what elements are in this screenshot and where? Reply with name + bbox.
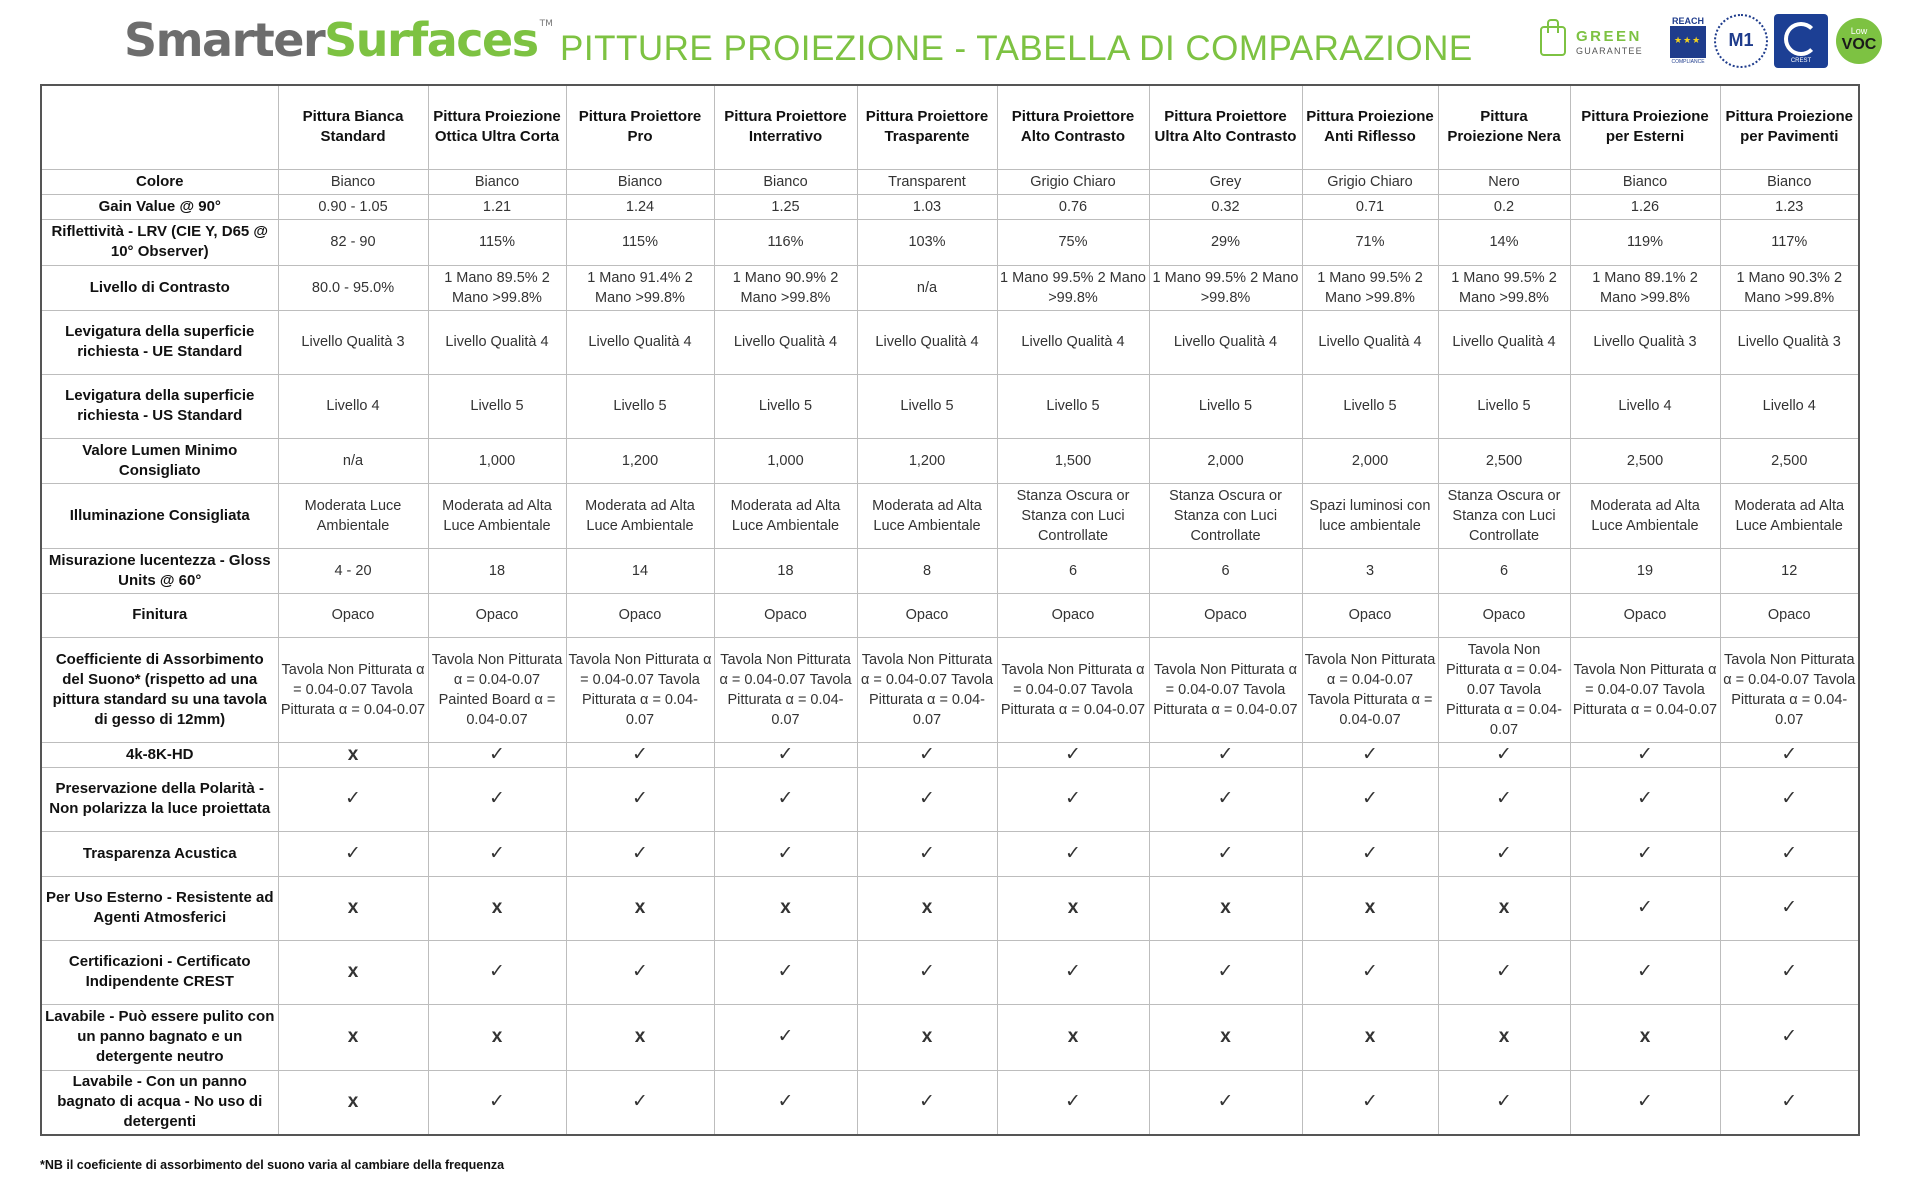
table-cell: 1,000 (428, 438, 566, 483)
check-icon: ✓ (997, 940, 1149, 1004)
table-cell: 119% (1570, 219, 1720, 265)
cross-icon: x (1149, 876, 1302, 940)
green-guarantee-badge: GREEN GUARANTEE (1540, 22, 1660, 62)
check-icon: ✓ (1570, 831, 1720, 876)
column-header: Pittura Proiettore Ultra Alto Contrasto (1149, 85, 1302, 169)
table-cell: Bianco (278, 169, 428, 194)
table-cell: Stanza Oscura or Stanza con Luci Controllate (1149, 483, 1302, 548)
check-icon: ✓ (428, 1070, 566, 1135)
table-cell: 1,200 (566, 438, 714, 483)
table-cell: Moderata ad Alta Luce Ambientale (857, 483, 997, 548)
table-cell: 115% (566, 219, 714, 265)
column-header: Pittura Proiettore Alto Contrasto (997, 85, 1149, 169)
m1-emission-badge: M1 (1714, 14, 1768, 68)
table-cell: Grigio Chiaro (1302, 169, 1438, 194)
corner-cell (41, 85, 278, 169)
row-label: Illuminazione Consigliata (41, 483, 278, 548)
table-row (41, 876, 1859, 940)
table-cell: Livello Qualità 4 (1149, 310, 1302, 374)
row-label: Riflettività - LRV (CIE Y, D65 @ 10° Observer) (41, 219, 278, 265)
column-header: Pittura Proiezione Ottica Ultra Corta (428, 85, 566, 169)
table-cell: Tavola Non Pitturata α = 0.04-0.07 Tavola Pitturata α = 0.04-0.07 (566, 637, 714, 742)
table-cell: Moderata Luce Ambientale (278, 483, 428, 548)
table-cell: Livello Qualità 4 (997, 310, 1149, 374)
table-cell: 1.03 (857, 194, 997, 219)
table-cell: 117% (1720, 219, 1859, 265)
table-cell: Opaco (857, 593, 997, 637)
column-header: Pittura Proiezione per Pavimenti (1720, 85, 1859, 169)
table-cell: Tavola Non Pitturata α = 0.04-0.07 Tavola Pitturata α = 0.04-0.07 (1149, 637, 1302, 742)
table-cell: n/a (857, 265, 997, 310)
check-icon: ✓ (857, 1070, 997, 1135)
table-cell: 0.90 - 1.05 (278, 194, 428, 219)
table-cell: Opaco (1302, 593, 1438, 637)
column-header: Pittura Proiezione per Esterni (1570, 85, 1720, 169)
table-cell: Grey (1149, 169, 1302, 194)
check-icon: ✓ (714, 742, 857, 767)
cross-icon: x (278, 940, 428, 1004)
table-row (41, 1004, 1859, 1070)
eu-flag-icon (1670, 26, 1706, 58)
table-row (41, 194, 1859, 219)
table-cell: Opaco (278, 593, 428, 637)
check-icon: ✓ (1720, 742, 1859, 767)
table-cell: Opaco (428, 593, 566, 637)
table-cell: Tavola Non Pitturata α = 0.04-0.07 Tavola Pitturata α = 0.04-0.07 (714, 637, 857, 742)
cross-icon: x (278, 742, 428, 767)
check-icon: ✓ (1149, 831, 1302, 876)
check-icon: ✓ (1149, 767, 1302, 831)
cross-icon: x (1438, 876, 1570, 940)
check-icon: ✓ (1720, 1004, 1859, 1070)
check-icon: ✓ (1302, 742, 1438, 767)
table-cell: Grigio Chiaro (997, 169, 1149, 194)
table-cell: Livello 5 (1302, 374, 1438, 438)
table-cell: 3 (1302, 548, 1438, 593)
table-cell: 1 Mano 89.1% 2 Mano >99.8% (1570, 265, 1720, 310)
table-cell: n/a (278, 438, 428, 483)
table-cell: Livello Qualità 4 (1302, 310, 1438, 374)
table-cell: Livello 5 (428, 374, 566, 438)
table-row (41, 169, 1859, 194)
check-icon: ✓ (1720, 940, 1859, 1004)
row-label: Misurazione lucentezza - Gloss Units @ 60° (41, 548, 278, 593)
table-row (41, 219, 1859, 265)
table-cell: 75% (997, 219, 1149, 265)
cross-icon: x (1438, 1004, 1570, 1070)
check-icon: ✓ (1720, 1070, 1859, 1135)
table-cell: 18 (714, 548, 857, 593)
table-cell: Tavola Non Pitturata α = 0.04-0.07 Tavola Pitturata α = 0.04-0.07 (1720, 637, 1859, 742)
check-icon: ✓ (1149, 742, 1302, 767)
cross-icon: x (278, 1070, 428, 1135)
check-icon: ✓ (566, 742, 714, 767)
table-cell: Opaco (1720, 593, 1859, 637)
row-label: Per Uso Esterno - Resistente ad Agenti Atmosferici (41, 876, 278, 940)
table-cell: Transparent (857, 169, 997, 194)
table-row (41, 831, 1859, 876)
check-icon: ✓ (1302, 831, 1438, 876)
table-cell: Livello 4 (278, 374, 428, 438)
table-cell: Livello Qualità 4 (714, 310, 857, 374)
table-cell: 2,000 (1149, 438, 1302, 483)
check-icon: ✓ (1438, 831, 1570, 876)
cross-icon: x (714, 876, 857, 940)
cross-icon: x (1302, 876, 1438, 940)
table-cell: 14% (1438, 219, 1570, 265)
row-label: Preservazione della Polarità - Non polarizza la luce proiettata (41, 767, 278, 831)
check-icon: ✓ (714, 940, 857, 1004)
table-cell: 2,000 (1302, 438, 1438, 483)
page-title: PITTURE PROIEZIONE - TABELLA DI COMPARAZIONE (560, 29, 1473, 68)
table-cell: 1.26 (1570, 194, 1720, 219)
table-row (41, 310, 1859, 374)
check-icon: ✓ (1438, 940, 1570, 1004)
table-cell: Bianco (566, 169, 714, 194)
table-cell: 12 (1720, 548, 1859, 593)
table-cell: 0.76 (997, 194, 1149, 219)
table-cell: Tavola Non Pitturata α = 0.04-0.07 Tavola Pitturata α = 0.04-0.07 (857, 637, 997, 742)
table-cell: Bianco (1570, 169, 1720, 194)
comparison-table (40, 84, 1860, 1136)
row-label: Levigatura della superficie richiesta - UE Standard (41, 310, 278, 374)
column-header: Pittura Proiettore Pro (566, 85, 714, 169)
table-cell: 2,500 (1570, 438, 1720, 483)
check-icon: ✓ (1149, 940, 1302, 1004)
table-cell: Livello 5 (1438, 374, 1570, 438)
column-header: Pittura Proiezione Anti Riflesso (1302, 85, 1438, 169)
check-icon: ✓ (1720, 876, 1859, 940)
table-cell: Opaco (714, 593, 857, 637)
table-cell: 1 Mano 99.5% 2 Mano >99.8% (1302, 265, 1438, 310)
table-cell: Moderata ad Alta Luce Ambientale (428, 483, 566, 548)
check-icon: ✓ (428, 742, 566, 767)
column-header: Pittura Proiettore Interrativo (714, 85, 857, 169)
table-cell: Stanza Oscura or Stanza con Luci Controllate (1438, 483, 1570, 548)
table-cell: 71% (1302, 219, 1438, 265)
table-cell: Livello Qualità 4 (566, 310, 714, 374)
table-cell: 1 Mano 99.5% 2 Mano >99.8% (1149, 265, 1302, 310)
table-cell: 1.23 (1720, 194, 1859, 219)
cross-icon: x (428, 1004, 566, 1070)
check-icon: ✓ (857, 742, 997, 767)
table-cell: Livello 5 (857, 374, 997, 438)
check-icon: ✓ (1570, 876, 1720, 940)
cross-icon: x (1302, 1004, 1438, 1070)
table-cell: 1 Mano 99.5% 2 Mano >99.8% (997, 265, 1149, 310)
footnote: *NB il coeficiente di assorbimento del suono varia al cambiare della frequenza (40, 1158, 505, 1172)
row-label: Valore Lumen Minimo Consigliato (41, 438, 278, 483)
table-cell: Bianco (428, 169, 566, 194)
check-icon: ✓ (1149, 1070, 1302, 1135)
table-cell: Livello 4 (1570, 374, 1720, 438)
thumbs-up-icon (1540, 26, 1566, 56)
table-cell: Stanza Oscura or Stanza con Luci Controllate (997, 483, 1149, 548)
table-cell: Tavola Non Pitturata α = 0.04-0.07 Painted Board α = 0.04-0.07 (428, 637, 566, 742)
check-icon: ✓ (1720, 831, 1859, 876)
check-icon: ✓ (997, 1070, 1149, 1135)
row-label: Trasparenza Acustica (41, 831, 278, 876)
table-cell: 103% (857, 219, 997, 265)
table-cell: Livello Qualità 3 (1570, 310, 1720, 374)
table-cell: 2,500 (1438, 438, 1570, 483)
table-cell: Livello 5 (714, 374, 857, 438)
table-cell: Opaco (997, 593, 1149, 637)
row-label: Livello di Contrasto (41, 265, 278, 310)
table-cell: Tavola Non Pitturata α = 0.04-0.07 Tavola Pitturata α = 0.04-0.07 (1570, 637, 1720, 742)
cross-icon: x (1570, 1004, 1720, 1070)
check-icon: ✓ (428, 940, 566, 1004)
table-cell: Bianco (1720, 169, 1859, 194)
check-icon: ✓ (428, 831, 566, 876)
check-icon: ✓ (566, 831, 714, 876)
row-label: Lavabile - Può essere pulito con un panno bagnato e un detergente neutro (41, 1004, 278, 1070)
cross-icon: x (857, 1004, 997, 1070)
table-cell: Livello 5 (566, 374, 714, 438)
check-icon: ✓ (857, 831, 997, 876)
check-icon: ✓ (997, 831, 1149, 876)
table-cell: Moderata ad Alta Luce Ambientale (714, 483, 857, 548)
table-cell: 18 (428, 548, 566, 593)
check-icon: ✓ (1570, 1070, 1720, 1135)
table-cell: Opaco (1570, 593, 1720, 637)
table-cell: 115% (428, 219, 566, 265)
check-icon: ✓ (1302, 940, 1438, 1004)
table-cell: 19 (1570, 548, 1720, 593)
check-icon: ✓ (997, 767, 1149, 831)
table-cell: 1 Mano 99.5% 2 Mano >99.8% (1438, 265, 1570, 310)
table-row (41, 637, 1859, 742)
page-header (0, 0, 1920, 84)
check-icon: ✓ (566, 1070, 714, 1135)
row-label: Certificazioni - Certificato Indipendente CREST (41, 940, 278, 1004)
table-cell: Livello Qualità 4 (857, 310, 997, 374)
table-cell: 2,500 (1720, 438, 1859, 483)
table-cell: Livello 4 (1720, 374, 1859, 438)
table-cell: 1 Mano 91.4% 2 Mano >99.8% (566, 265, 714, 310)
table-cell: 82 - 90 (278, 219, 428, 265)
table-cell: 6 (997, 548, 1149, 593)
table-cell: 1,200 (857, 438, 997, 483)
check-icon: ✓ (566, 767, 714, 831)
table-cell: 1 Mano 90.9% 2 Mano >99.8% (714, 265, 857, 310)
cross-icon: x (857, 876, 997, 940)
low-voc-badge: Low VOC (1836, 18, 1882, 64)
check-icon: ✓ (1720, 767, 1859, 831)
cross-icon: x (1149, 1004, 1302, 1070)
table-cell: Nero (1438, 169, 1570, 194)
table-row (41, 593, 1859, 637)
table-cell: Moderata ad Alta Luce Ambientale (1720, 483, 1859, 548)
table-cell: 14 (566, 548, 714, 593)
table-row (41, 374, 1859, 438)
row-label: Gain Value @ 90° (41, 194, 278, 219)
table-cell: Livello Qualità 3 (1720, 310, 1859, 374)
table-header-row (41, 85, 1859, 169)
check-icon: ✓ (278, 767, 428, 831)
column-header: Pittura Proiettore Trasparente (857, 85, 997, 169)
row-label: Finitura (41, 593, 278, 637)
check-icon: ✓ (1438, 1070, 1570, 1135)
table-row (41, 265, 1859, 310)
smarter-surfaces-logo: SmarterSurfaces ™ (124, 13, 553, 67)
table-row (41, 940, 1859, 1004)
table-row (41, 548, 1859, 593)
check-icon: ✓ (1438, 742, 1570, 767)
table-row (41, 742, 1859, 767)
table-cell: Opaco (566, 593, 714, 637)
check-icon: ✓ (1302, 1070, 1438, 1135)
row-label: Colore (41, 169, 278, 194)
table-cell: 1 Mano 89.5% 2 Mano >99.8% (428, 265, 566, 310)
table-cell: 8 (857, 548, 997, 593)
table-body (41, 169, 1859, 1135)
check-icon: ✓ (714, 1004, 857, 1070)
check-icon: ✓ (428, 767, 566, 831)
table-cell: 116% (714, 219, 857, 265)
table-cell: Opaco (1149, 593, 1302, 637)
table-cell: Tavola Non Pitturata α = 0.04-0.07 Tavola Pitturata α = 0.04-0.07 (1302, 637, 1438, 742)
table-cell: 29% (1149, 219, 1302, 265)
check-icon: ✓ (1302, 767, 1438, 831)
check-icon: ✓ (997, 742, 1149, 767)
table-cell: Livello Qualità 4 (428, 310, 566, 374)
table-cell: 0.2 (1438, 194, 1570, 219)
table-cell: Livello Qualità 4 (1438, 310, 1570, 374)
table-row (41, 438, 1859, 483)
cross-icon: x (997, 876, 1149, 940)
check-icon: ✓ (714, 767, 857, 831)
check-icon: ✓ (566, 940, 714, 1004)
certification-badges (1540, 12, 1880, 68)
row-label: Lavabile - Con un panno bagnato di acqua - No uso di detergenti (41, 1070, 278, 1135)
column-header: Pittura Bianca Standard (278, 85, 428, 169)
check-icon: ✓ (1438, 767, 1570, 831)
table-cell: Livello Qualità 3 (278, 310, 428, 374)
table-cell: 1.21 (428, 194, 566, 219)
table-cell: 0.32 (1149, 194, 1302, 219)
check-icon: ✓ (714, 1070, 857, 1135)
table-cell: 6 (1149, 548, 1302, 593)
table-cell: Spazi luminosi con luce ambientale (1302, 483, 1438, 548)
table-cell: Tavola Non Pitturata α = 0.04-0.07 Tavola Pitturata α = 0.04-0.07 (1438, 637, 1570, 742)
check-icon: ✓ (857, 940, 997, 1004)
cross-icon: x (428, 876, 566, 940)
cross-icon: x (566, 876, 714, 940)
table-cell: 1,000 (714, 438, 857, 483)
check-icon: ✓ (1570, 767, 1720, 831)
cross-icon: x (566, 1004, 714, 1070)
table-cell: 6 (1438, 548, 1570, 593)
table-cell: Tavola Non Pitturata α = 0.04-0.07 Tavola Pitturata α = 0.04-0.07 (997, 637, 1149, 742)
cross-icon: x (278, 1004, 428, 1070)
row-label: Coefficiente di Assorbimento del Suono* (rispetto ad una pittura standard su una tavola di gesso di 12mm) (41, 637, 278, 742)
table-cell: Livello 5 (997, 374, 1149, 438)
table-cell: Opaco (1438, 593, 1570, 637)
check-icon: ✓ (278, 831, 428, 876)
cross-icon: x (997, 1004, 1149, 1070)
table-row (41, 483, 1859, 548)
check-icon: ✓ (714, 831, 857, 876)
table-row (41, 1070, 1859, 1135)
table-cell: 1 Mano 90.3% 2 Mano >99.8% (1720, 265, 1859, 310)
table-row (41, 767, 1859, 831)
check-icon: ✓ (857, 767, 997, 831)
table-cell: Moderata ad Alta Luce Ambientale (1570, 483, 1720, 548)
row-label: 4k-8K-HD (41, 742, 278, 767)
table-cell: 4 - 20 (278, 548, 428, 593)
table-cell: 80.0 - 95.0% (278, 265, 428, 310)
column-header: Pittura Proiezione Nera (1438, 85, 1570, 169)
comparison-table-container (40, 84, 1858, 1136)
table-cell: Moderata ad Alta Luce Ambientale (566, 483, 714, 548)
reach-compliance-badge: REACH ★★★ COMPLIANCE (1668, 16, 1708, 68)
check-icon: ✓ (1570, 742, 1720, 767)
crest-badge: CREST (1774, 14, 1828, 68)
check-icon: ✓ (1570, 940, 1720, 1004)
cross-icon: x (278, 876, 428, 940)
row-label: Levigatura della superficie richiesta - US Standard (41, 374, 278, 438)
table-cell: Tavola Non Pitturata α = 0.04-0.07 Tavola Pitturata α = 0.04-0.07 (278, 637, 428, 742)
table-cell: 0.71 (1302, 194, 1438, 219)
table-cell: Livello 5 (1149, 374, 1302, 438)
table-cell: 1.25 (714, 194, 857, 219)
table-cell: 1,500 (997, 438, 1149, 483)
table-cell: Bianco (714, 169, 857, 194)
table-cell: 1.24 (566, 194, 714, 219)
